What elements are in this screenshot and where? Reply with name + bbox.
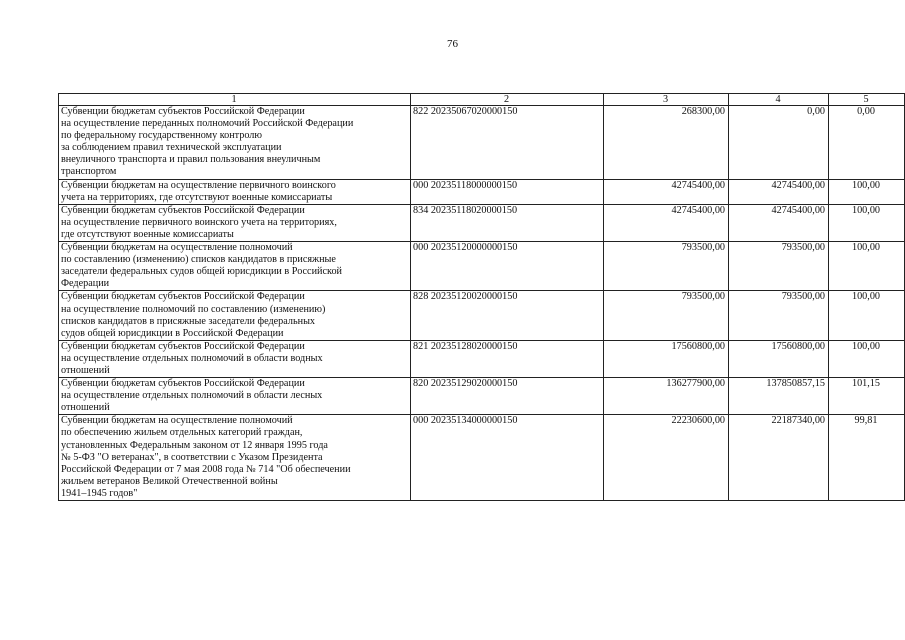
plan-amount-cell: 268300,00 [604, 106, 729, 180]
subvention-name-line: Субвенции бюджетам субъектов Российской Федерации [61, 106, 305, 117]
column-number: 1 [59, 94, 411, 106]
table-row [59, 378, 905, 415]
subvention-name-line: Субвенции бюджетам субъектов Российской Федерации [61, 291, 305, 303]
percent-cell: 100,00 [829, 291, 905, 340]
subvention-name-line: по обеспечению жильем отдельных категорий граждан, [61, 427, 303, 439]
subvention-name-cell [59, 415, 411, 501]
budget-code-cell: 828 20235120020000150 [411, 291, 604, 340]
subvention-name-line: где отсутствуют военные комиссариаты [61, 228, 234, 240]
fact-amount-cell: 17560800,00 [729, 340, 829, 377]
table-row [59, 204, 905, 241]
column-number: 5 [829, 94, 905, 106]
subvention-name-cell [59, 242, 411, 291]
subvention-name-line: внеуличного транспорта и правил пользования внеуличным [61, 154, 321, 166]
plan-amount-cell: 42745400,00 [604, 204, 729, 241]
fact-amount-cell: 42745400,00 [729, 204, 829, 241]
budget-code-cell: 000 20235120000000150 [411, 242, 604, 291]
subvention-name-line: за соблюдением правил технической эксплуатации [61, 142, 282, 154]
subvention-name-line: 1941–1945 годов" [61, 487, 138, 499]
page-number: 76 [447, 38, 458, 50]
table-row [59, 340, 905, 377]
subvention-name-line: жильем ветеранов Великой Отечественной войны [61, 475, 278, 487]
subvention-name-cell [59, 179, 411, 204]
table-row [59, 179, 905, 204]
subvention-name-line: Субвенции бюджетам на осуществление полномочий [61, 415, 293, 427]
subvention-name-line: транспортом [61, 166, 117, 178]
fact-amount-cell: 137850857,15 [729, 378, 829, 415]
percent-cell: 100,00 [829, 340, 905, 377]
percent-cell: 0,00 [829, 106, 905, 180]
column-number: 3 [604, 94, 729, 106]
column-number: 2 [411, 94, 604, 106]
subvention-name-line: на осуществление полномочий по составлению (изменению) [61, 303, 326, 315]
subvention-name-line: Субвенции бюджетам на осуществление полномочий [61, 242, 293, 254]
subvention-name-line: на осуществление отдельных полномочий в области лесных [61, 390, 323, 402]
subvention-name-line: учета на территориях, где отсутствуют военные комиссариаты [61, 191, 333, 203]
subvention-name-line: отношений [61, 364, 110, 376]
subvention-name-cell [59, 340, 411, 377]
subvention-name-line: по составлению (изменению) списков кандидатов в присяжные [61, 254, 336, 266]
subvention-name-line: Субвенции бюджетам субъектов Российской Федерации [61, 204, 305, 216]
plan-amount-cell: 793500,00 [604, 291, 729, 340]
table-row [59, 291, 905, 340]
column-number: 4 [729, 94, 829, 106]
subvention-name-line: Российской Федерации от 7 мая 2008 года № 714 "Об обеспечении [61, 463, 351, 475]
subvention-name-cell [59, 378, 411, 415]
fact-amount-cell: 793500,00 [729, 291, 829, 340]
percent-cell: 101,15 [829, 378, 905, 415]
subvention-name-line: № 5-ФЗ "О ветеранах", в соответствии с Указом Президента [61, 451, 323, 463]
percent-cell: 99,81 [829, 415, 905, 501]
column-number-row [59, 94, 905, 106]
subvention-name-line: установленных Федеральным законом от 12 января 1995 года [61, 439, 328, 451]
plan-amount-cell: 17560800,00 [604, 340, 729, 377]
subvention-name-line: на осуществление отдельных полномочий в области водных [61, 352, 323, 364]
subvention-name-cell [59, 106, 411, 180]
plan-amount-cell: 136277900,00 [604, 378, 729, 415]
budget-code-cell: 822 20235067020000150 [411, 106, 604, 180]
subvention-name-line: Субвенции бюджетам субъектов Российской Федерации [61, 378, 305, 390]
percent-cell: 100,00 [829, 204, 905, 241]
subvention-name-line: по федеральному государственному контролю [61, 130, 263, 142]
subvention-name-line: Субвенции бюджетам на осуществление первичного воинского [61, 179, 336, 191]
plan-amount-cell: 793500,00 [604, 242, 729, 291]
plan-amount-cell: 42745400,00 [604, 179, 729, 204]
budget-code-cell: 821 20235128020000150 [411, 340, 604, 377]
percent-cell: 100,00 [829, 179, 905, 204]
fact-amount-cell: 0,00 [729, 106, 829, 180]
subvention-name-line: заседатели федеральных судов общей юрисдикции в Российской [61, 266, 342, 278]
plan-amount-cell: 22230600,00 [604, 415, 729, 501]
fact-amount-cell: 22187340,00 [729, 415, 829, 501]
subvention-name-line: отношений [61, 402, 110, 414]
subvention-name-line: судов общей юрисдикции в Российской Федерации [61, 327, 284, 339]
subvention-name-line: Субвенции бюджетам субъектов Российской Федерации [61, 340, 305, 352]
budget-code-cell: 000 20235134000000150 [411, 415, 604, 501]
fact-amount-cell: 42745400,00 [729, 179, 829, 204]
subvention-name-line: списков кандидатов в присяжные заседатели федеральных [61, 315, 316, 327]
subvention-name-line: на осуществление первичного воинского учета на территориях, [61, 216, 337, 228]
percent-cell: 100,00 [829, 242, 905, 291]
subvention-name-cell [59, 204, 411, 241]
table-row [59, 242, 905, 291]
subvention-name-line: на осуществление переданных полномочий Российской Федерации [61, 118, 354, 130]
table-row [59, 106, 905, 180]
budget-table [58, 93, 905, 501]
budget-code-cell: 834 20235118020000150 [411, 204, 604, 241]
fact-amount-cell: 793500,00 [729, 242, 829, 291]
subvention-name-line: Федерации [61, 278, 110, 290]
budget-code-cell: 000 20235118000000150 [411, 179, 604, 204]
budget-code-cell: 820 20235129020000150 [411, 378, 604, 415]
subvention-name-cell [59, 291, 411, 340]
table-row [59, 415, 905, 501]
budget-table-body [59, 94, 905, 501]
